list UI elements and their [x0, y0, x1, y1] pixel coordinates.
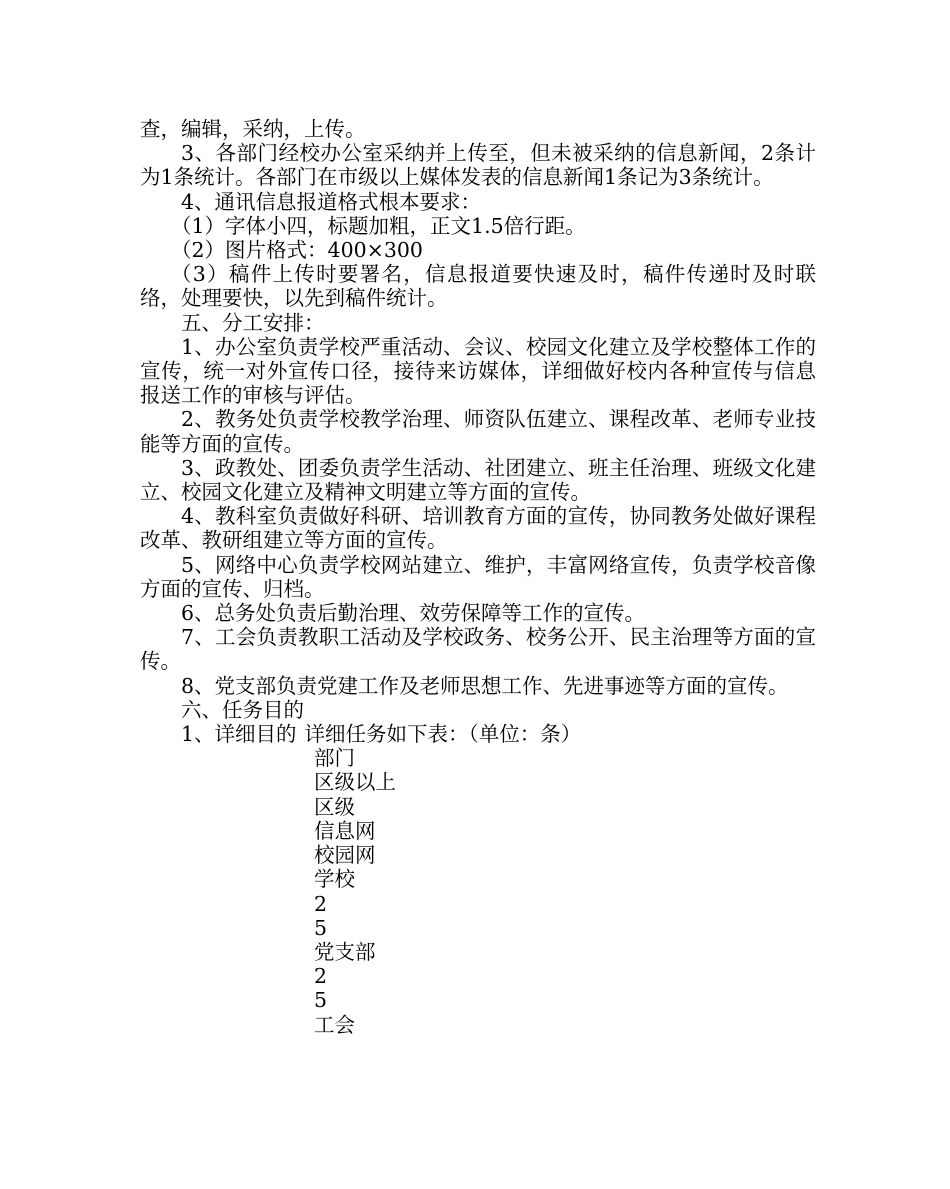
section-heading-6: 六、任务目的 [181, 697, 304, 722]
paragraph-14: 8、党支部负责党建工作及老师思想工作、先进事迹等方面的宣传。 [181, 673, 789, 698]
paragraph-8: 2、教务处负责学校教学治理、师资队伍建立、课程改革、老师专业技能等方面的宣传。 [140, 407, 816, 456]
paragraph-10: 4、教科室负责做好科研、培训教育方面的宣传，协同教务处做好课程改革、教研组建立等方面的宣传。 [140, 504, 816, 553]
table-cell: 2 [314, 964, 328, 989]
paragraph-11: 5、网络中心负责学校网站建立、维护，丰富网络宣传，负责学校音像方面的宣传、归档。 [140, 552, 816, 601]
paragraph-12: 6、总务处负责后勤治理、效劳保障等工作的宣传。 [181, 601, 646, 626]
paragraph-9: 3、政教处、团委负责学生活动、社团建立、班主任治理、班级文化建立、校园文化建立及精神文明建立等方面的宣传。 [140, 455, 816, 505]
table-cell: 区级以上 [314, 770, 396, 795]
section-heading-5: 五、分工安排： [181, 310, 325, 335]
paragraph-0: 查，编辑，采纳，上传。 [140, 117, 366, 141]
table-cell: 2 [314, 891, 328, 916]
table-cell: 5 [314, 988, 328, 1013]
target-line-right: 详细任务如下表：（单位：条） [304, 722, 582, 747]
table-cell: 学校 [314, 867, 355, 892]
table-cell: 区级 [314, 794, 355, 819]
paragraph-1: 3、各部门经校办公室采纳并上传至，但未被采纳的信息新闻，2条计为1条统计。各部门在市级以上媒体发表的信息新闻1条记为3条统计。 [140, 141, 816, 190]
table-cell: 党支部 [314, 939, 376, 964]
table-cell: 信息网 [314, 818, 376, 843]
target-line-left: 1、详细目的 [181, 722, 297, 747]
target-line [140, 722, 816, 746]
table-cell: 部门 [314, 746, 355, 771]
paragraph-7: 1、办公室负责学校严重活动、会议、校园文化建立及学校整体工作的宣传，统一对外宣传口径，接待来访媒体，详细做好校内各种宣传与信息报送工作的审核与评估。 [140, 334, 816, 408]
document-body [140, 117, 816, 1037]
paragraph-2: 4、通讯信息报道格式根本要求： [181, 189, 482, 214]
table-cell: 5 [314, 915, 328, 940]
task-table [140, 746, 816, 1036]
table-cell: 校园网 [314, 843, 376, 868]
paragraph-3: （1）字体小四，标题加粗，正文1.5倍行距。 [171, 213, 586, 238]
paragraph-13: 7、工会负责教职工活动及学校政务、校务公开、民主治理等方面的宣传。 [140, 625, 816, 674]
table-cell: 工会 [314, 1012, 355, 1037]
paragraph-5: （3）稿件上传时要署名，信息报道要快速及时，稿件传递时及时联络，处理要快，以先到稿件统计。 [140, 262, 816, 311]
paragraph-4: （2）图片格式：400×300 [171, 238, 423, 263]
